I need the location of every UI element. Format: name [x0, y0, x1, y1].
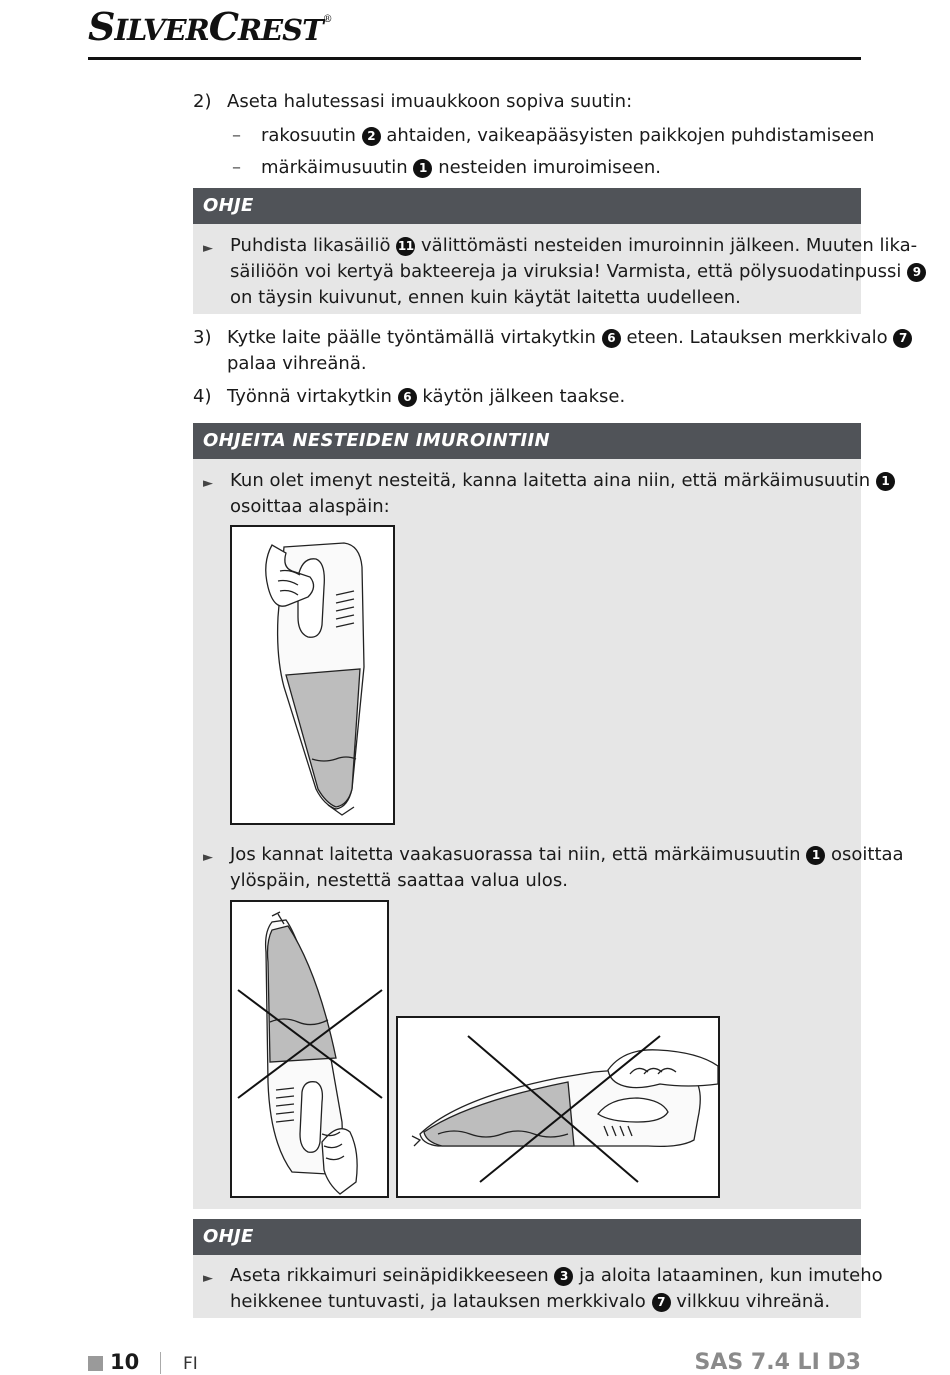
ref-number: 11: [396, 237, 415, 256]
ref-number: 1: [876, 472, 895, 491]
bullet-arrow-icon: ►: [203, 1271, 213, 1286]
ref-number: 2: [362, 127, 381, 146]
note-body: ► Aseta rikkaimuri seinäpidikkeeseen 3 ja aloita lataaminen, kun imuteho heikkenee tuntuvasti, ja latauksen merkkivalo 7 vilkkuu vihreänä.: [193, 1255, 861, 1318]
note-header: OHJE: [193, 1219, 861, 1255]
step-number: 2): [193, 91, 212, 112]
bullet-arrow-icon: ►: [203, 241, 213, 256]
figure-vacuum-nozzle-down: [230, 525, 395, 825]
bullet-arrow-icon: ►: [203, 476, 213, 491]
model-number: SAS 7.4 LI D3: [694, 1350, 861, 1375]
ref-number: 7: [893, 329, 912, 348]
figure-vacuum-horizontal-wrong: [396, 1016, 720, 1198]
header-rule: [88, 57, 861, 60]
ref-number: 7: [652, 1293, 671, 1312]
ref-number: 1: [413, 159, 432, 178]
note-header: OHJE: [193, 188, 861, 224]
footer-square-icon: [88, 1356, 103, 1371]
ref-number: 1: [806, 846, 825, 865]
language-code: FI: [183, 1354, 198, 1374]
note-body: ► Puhdista likasäiliö 11 välittömästi nesteiden imuroinnin jälkeen. Muuten lika- säiliöön voi kertyä bakteereja ja viruksia! Varmista, että pölysuodatinpussi 9 on täysin kuivunut, ennen kuin käytät laitetta uudelleen.: [193, 224, 861, 314]
note-header: OHJEITA NESTEIDEN IMUROINTIIN: [193, 423, 861, 459]
brand-logo: SILVERCREST®: [88, 4, 332, 49]
ref-number: 9: [907, 263, 926, 282]
step-text: Aseta halutessasi imuaukkoon sopiva suutin:: [227, 91, 633, 112]
figure-vacuum-nozzle-up-wrong: [230, 900, 389, 1198]
ref-number: 6: [398, 388, 417, 407]
ref-number: 6: [602, 329, 621, 348]
bullet-arrow-icon: ►: [203, 850, 213, 865]
note-body: ► Kun olet imenyt nesteitä, kanna laitetta aina niin, että märkäimusuutin 1 osoittaa alaspäin: ► Jos kannat laitetta vaakasuorassa tai niin, että märkäimusuutin 1 osoittaa ylöspäin, nestettä saattaa valua ulos.: [193, 459, 861, 1209]
ref-number: 3: [554, 1267, 573, 1286]
page-number: 10: [110, 1350, 140, 1374]
footer-divider: [160, 1352, 161, 1374]
